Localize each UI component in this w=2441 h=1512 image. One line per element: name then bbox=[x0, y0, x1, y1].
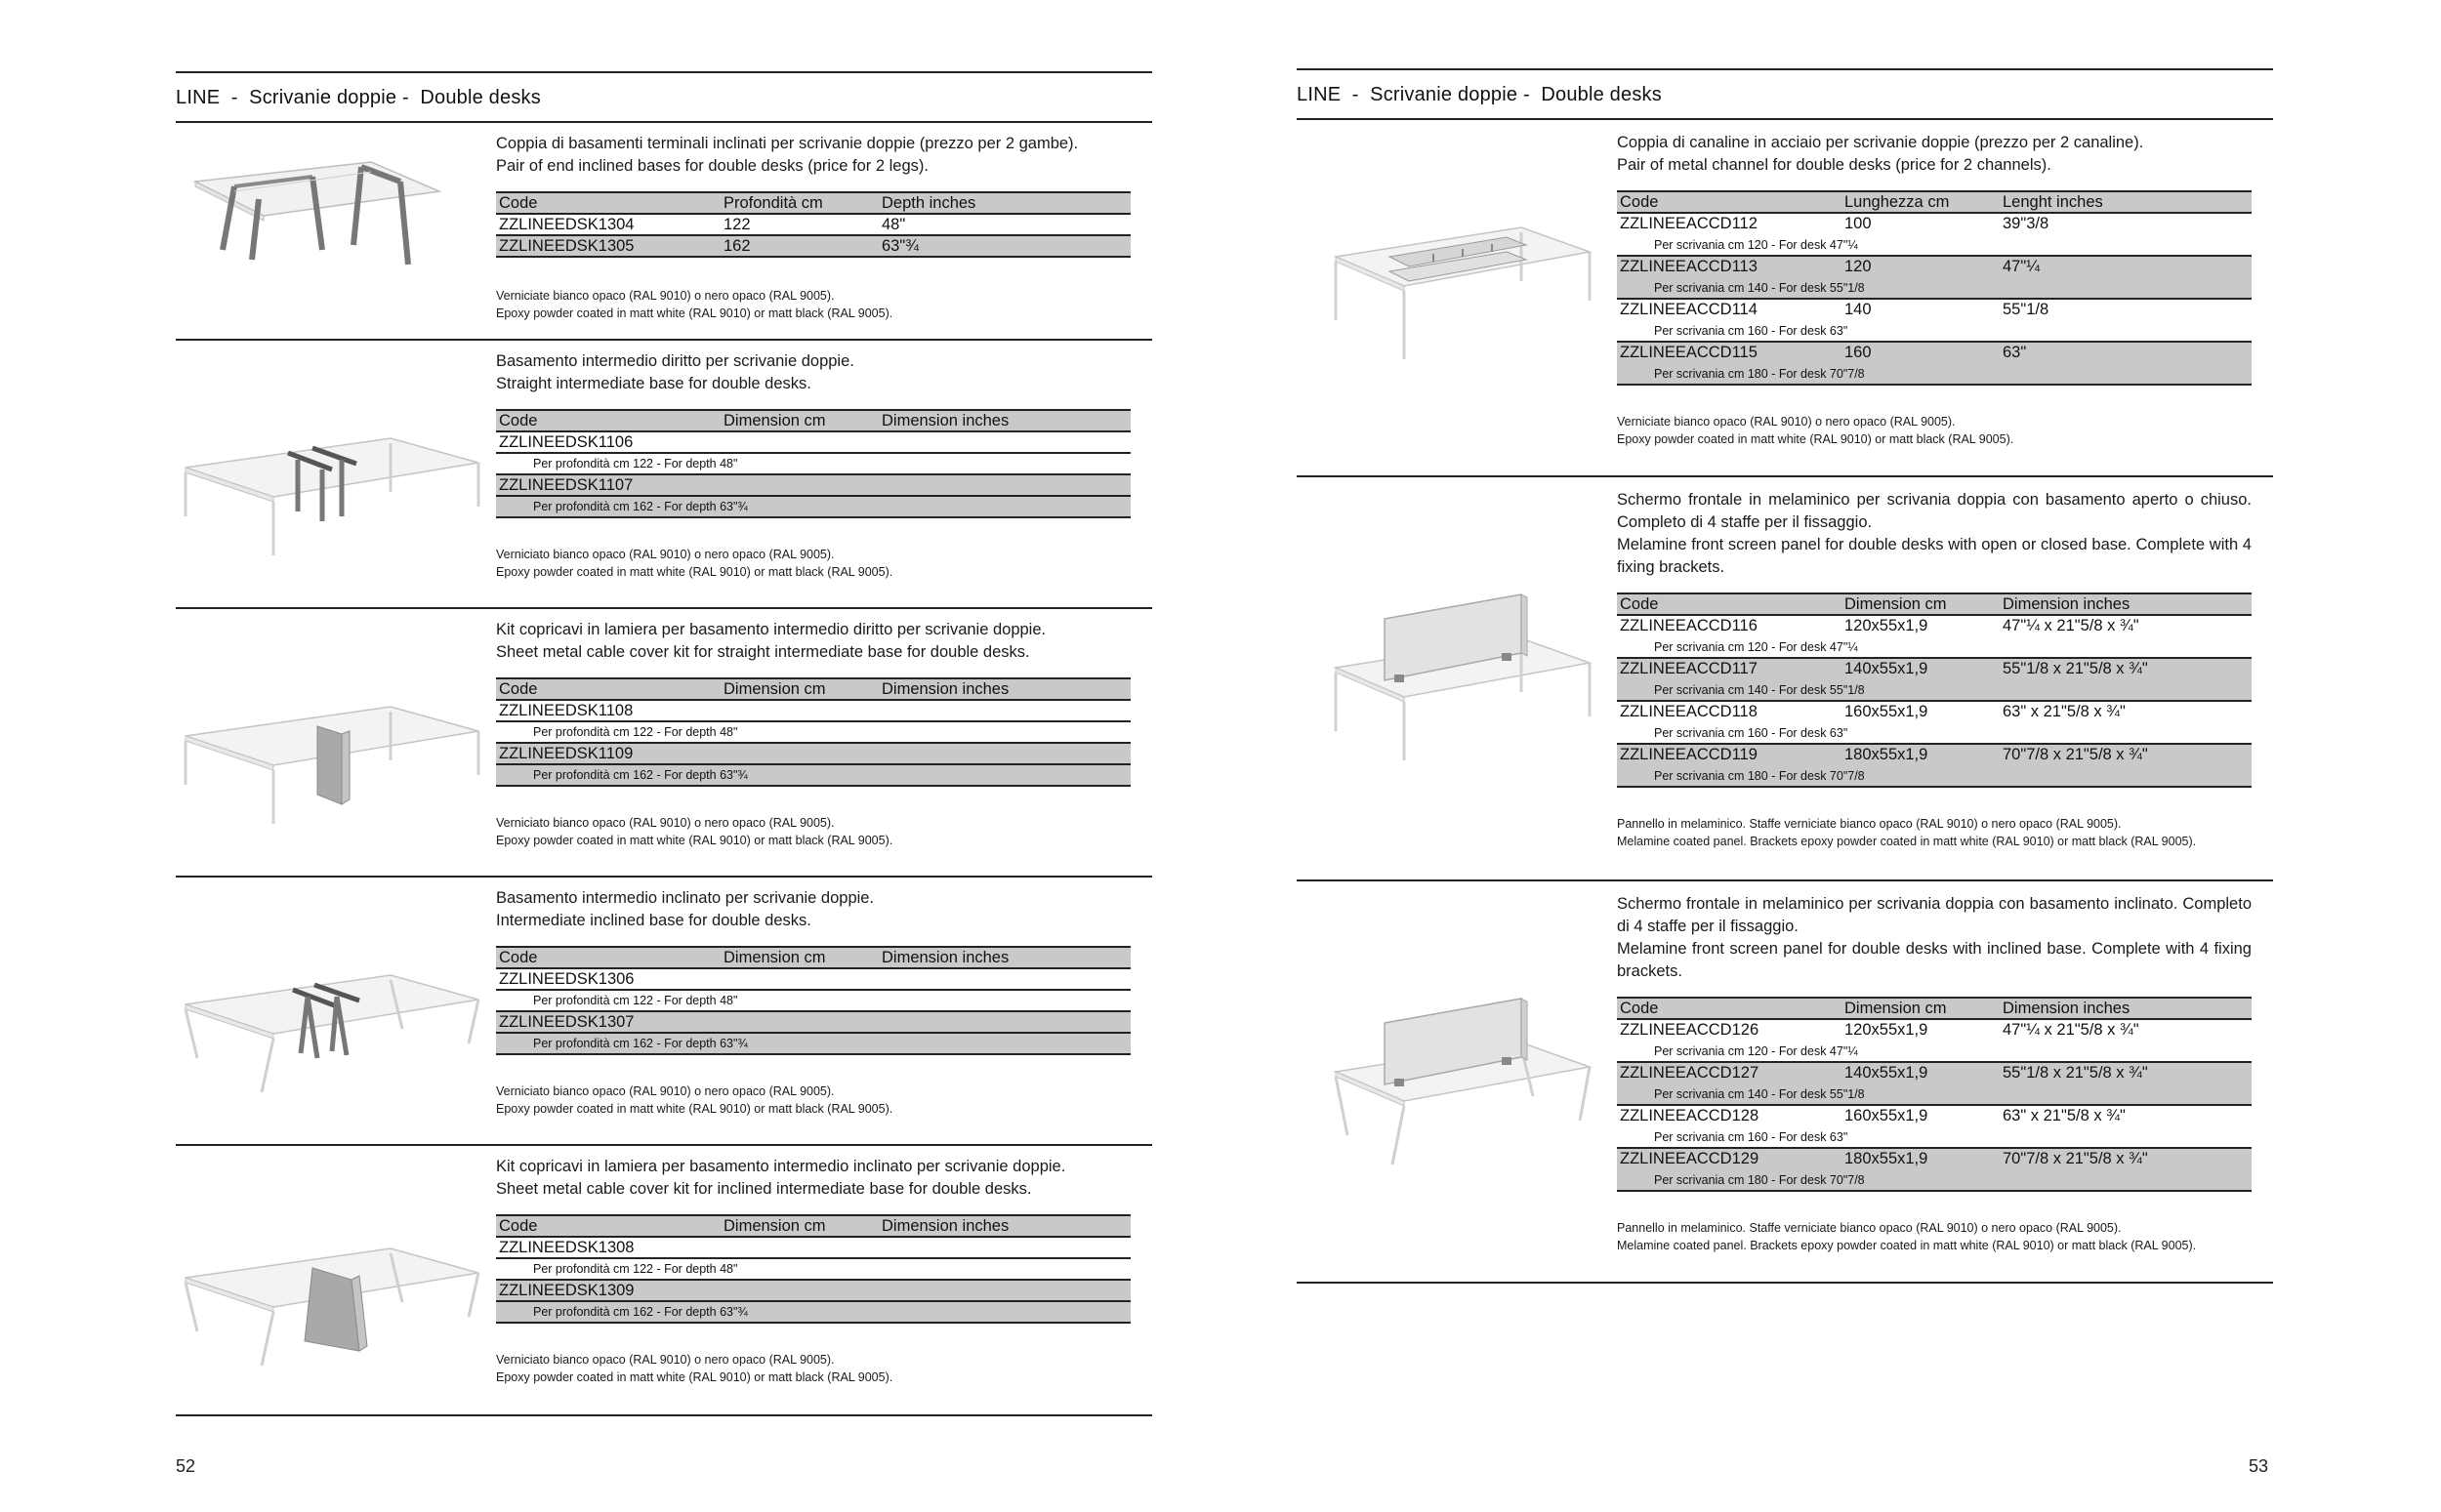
table-row bbox=[496, 968, 1131, 990]
product-code: ZZLINEEDSK1304 bbox=[496, 214, 721, 235]
table-row bbox=[496, 431, 1131, 453]
product-section bbox=[176, 123, 1152, 341]
table-subrow: Per profondità cm 162 - For depth 63"¾ bbox=[496, 496, 1131, 517]
product-code: ZZLINEEDSK1309 bbox=[496, 1280, 1131, 1301]
page-number: 53 bbox=[2249, 1456, 2269, 1476]
table-subrow: Per profondità cm 162 - For depth 63"¾ bbox=[496, 1033, 1131, 1054]
table-subrow: Per scrivania cm 120 - For desk 47"¼ bbox=[1617, 234, 2252, 256]
product-illustration bbox=[1297, 989, 1619, 1174]
product-illustration bbox=[176, 668, 498, 834]
product-code: ZZLINEEACCD128 bbox=[1620, 1107, 1759, 1124]
table-row: ZZLINEEACCD126 120x55x1,9 47"¼ x 21"5/8 x ¾" bbox=[1617, 1019, 2252, 1041]
product-illustration bbox=[1297, 198, 1619, 374]
table-row: ZZLINEEACCD112 100 39"3/8 bbox=[1617, 213, 2252, 234]
table-subrow: Per scrivania cm 160 - For desk 63" bbox=[1617, 320, 2252, 342]
table-subrow: Per scrivania cm 180 - For desk 70"7/8 bbox=[1617, 363, 2252, 385]
finish-note: Verniciato bianco opaco (RAL 9010) o nero opaco (RAL 9005). Epoxy powder coated in matt white (RAL 9010) or matt black (RAL 9005). bbox=[496, 548, 893, 579]
table-row: ZZLINEEACCD129 180x55x1,9 70"7/8 x 21"5/8 x ¾" bbox=[1617, 1148, 2252, 1169]
table-header: Code Dimension cm Dimension inches bbox=[1617, 998, 2252, 1019]
table-subrow: Per profondità cm 122 - For depth 48" bbox=[496, 990, 1131, 1011]
product-code: ZZLINEEACCD112 bbox=[1620, 215, 1758, 232]
table-row bbox=[496, 1280, 1131, 1301]
table-subrow: Per profondità cm 162 - For depth 63"¾ bbox=[496, 764, 1131, 786]
header-rule-top bbox=[1297, 68, 2273, 70]
product-code: ZZLINEEDSK1308 bbox=[496, 1237, 1131, 1258]
product-section bbox=[1297, 881, 2273, 1284]
page-number: 52 bbox=[176, 1456, 196, 1476]
product-description: Basamento intermedio diritto per scrivanie doppie. Straight intermediate base for double desks. bbox=[496, 352, 854, 392]
product-code: ZZLINEEACCD118 bbox=[1620, 703, 1758, 720]
product-code: ZZLINEEDSK1307 bbox=[496, 1011, 1131, 1033]
table-row bbox=[496, 1011, 1131, 1033]
product-code: ZZLINEEDSK1109 bbox=[496, 743, 1131, 764]
header-rule-top bbox=[176, 71, 1152, 73]
table-header: Code Profondità cm Depth inches bbox=[496, 192, 1131, 214]
table-subrow: Per profondità cm 122 - For depth 48" bbox=[496, 453, 1131, 474]
table-subrow: Per scrivania cm 120 - For desk 47"¼ bbox=[1617, 1041, 2252, 1062]
product-section bbox=[176, 1146, 1152, 1416]
table-row: ZZLINEEACCD128 160x55x1,9 63" x 21"5/8 x ¾" bbox=[1617, 1105, 2252, 1126]
product-code: ZZLINEEACCD126 bbox=[1620, 1021, 1759, 1039]
spec-table bbox=[496, 946, 1131, 1055]
product-description: Coppia di basamenti terminali inclinati per scrivanie doppie (prezzo per 2 gambe). Pair of end inclined bases for double desks (price for 2 legs). bbox=[496, 135, 1079, 175]
product-section bbox=[1297, 120, 2273, 477]
product-code: ZZLINEEDSK1305 bbox=[496, 235, 721, 257]
spec-table bbox=[496, 409, 1131, 518]
product-illustration bbox=[176, 1209, 498, 1375]
table-header: Code Dimension cm Dimension inches bbox=[496, 678, 1131, 700]
left-page bbox=[0, 0, 1220, 1512]
spec-table bbox=[496, 1214, 1131, 1324]
product-code: ZZLINEEACCD113 bbox=[1617, 256, 1841, 277]
product-illustration bbox=[176, 936, 498, 1102]
spec-table bbox=[496, 677, 1131, 787]
product-description: Basamento intermedio inclinato per scrivanie doppie. Intermediate inclined base for double desks. bbox=[496, 889, 875, 929]
table-row bbox=[496, 743, 1131, 764]
product-code: ZZLINEEDSK1306 bbox=[496, 968, 1131, 990]
table-subrow: Per profondità cm 122 - For depth 48" bbox=[496, 1258, 1131, 1280]
finish-note: Verniciate bianco opaco (RAL 9010) o nero opaco (RAL 9005). Epoxy powder coated in matt white (RAL 9010) or matt black (RAL 9005). bbox=[496, 289, 893, 320]
table-row: ZZLINEEACCD115 160 63" bbox=[1617, 342, 2252, 363]
finish-note: Verniciato bianco opaco (RAL 9010) o nero opaco (RAL 9005). Epoxy powder coated in matt white (RAL 9010) or matt black (RAL 9005). bbox=[496, 816, 893, 847]
table-row: ZZLINEEACCD114 140 55"1/8 bbox=[1617, 299, 2252, 320]
product-illustration bbox=[176, 143, 498, 318]
table-header: Code Dimension cm Dimension inches bbox=[496, 947, 1131, 968]
product-code: ZZLINEEDSK1107 bbox=[496, 474, 1131, 496]
finish-note: Pannello in melaminico. Staffe verniciate bianco opaco (RAL 9010) o nero opaco (RAL 9005). Melamine coated panel. Brackets epoxy powder coated in matt white (RAL 9010) or matt black (RAL 9005). bbox=[1617, 1221, 2197, 1252]
table-subrow: Per scrivania cm 140 - For desk 55"1/8 bbox=[1617, 679, 2252, 701]
product-code: ZZLINEEDSK1106 bbox=[496, 431, 1131, 453]
product-code: ZZLINEEACCD114 bbox=[1620, 301, 1758, 318]
product-section bbox=[176, 609, 1152, 878]
table-subrow: Per scrivania cm 180 - For desk 70"7/8 bbox=[1617, 1169, 2252, 1191]
page-title: LINE - Scrivanie doppie - Double desks bbox=[176, 87, 541, 108]
right-page bbox=[1220, 0, 2441, 1512]
product-description: Kit copricavi in lamiera per basamento intermedio inclinato per scrivanie doppie. Sheet metal cable cover kit for inclined intermediate base for double desks. bbox=[496, 1158, 1066, 1198]
product-code: ZZLINEEACCD129 bbox=[1617, 1148, 1841, 1169]
spec-table bbox=[1617, 997, 2252, 1192]
spec-table bbox=[1617, 190, 2252, 386]
product-code: ZZLINEEACCD119 bbox=[1617, 744, 1841, 765]
table-row: ZZLINEEACCD119 180x55x1,9 70"7/8 x 21"5/8 x ¾" bbox=[1617, 744, 2252, 765]
product-code: ZZLINEEDSK1108 bbox=[496, 700, 1131, 721]
table-row bbox=[496, 700, 1131, 721]
table-row bbox=[496, 474, 1131, 496]
table-row bbox=[496, 1237, 1131, 1258]
product-code: ZZLINEEACCD115 bbox=[1617, 342, 1841, 363]
product-description: Schermo frontale in melaminico per scrivania doppia con basamento aperto o chiuso. Completo di 4 staffe per il fissaggio. Melamine front screen panel for double desks with open or closed base. Complete with 4 fixing brackets. bbox=[1617, 491, 2252, 576]
product-code: ZZLINEEACCD117 bbox=[1617, 658, 1841, 679]
table-row: ZZLINEEDSK1304 122 48" bbox=[496, 214, 1131, 235]
finish-note: Verniciato bianco opaco (RAL 9010) o nero opaco (RAL 9005). Epoxy powder coated in matt white (RAL 9010) or matt black (RAL 9005). bbox=[496, 1353, 893, 1384]
product-code: ZZLINEEACCD127 bbox=[1617, 1062, 1841, 1083]
table-row: ZZLINEEACCD117 140x55x1,9 55"1/8 x 21"5/8 x ¾" bbox=[1617, 658, 2252, 679]
table-row: ZZLINEEACCD118 160x55x1,9 63" x 21"5/8 x ¾" bbox=[1617, 701, 2252, 722]
product-section bbox=[176, 341, 1152, 609]
product-illustration bbox=[176, 399, 498, 565]
product-description: Coppia di canaline in acciaio per scrivanie doppie (prezzo per 2 canaline). Pair of metal channel for double desks (price for 2 channels). bbox=[1617, 134, 2144, 174]
table-header: Code Lunghezza cm Lenght inches bbox=[1617, 191, 2252, 213]
spec-table bbox=[496, 191, 1131, 258]
product-description: Kit copricavi in lamiera per basamento intermedio diritto per scrivanie doppie. Sheet metal cable cover kit for straight intermediate base for double desks. bbox=[496, 621, 1047, 661]
table-subrow: Per scrivania cm 140 - For desk 55"1/8 bbox=[1617, 277, 2252, 299]
table-subrow: Per profondità cm 162 - For depth 63"¾ bbox=[496, 1301, 1131, 1323]
product-description: Schermo frontale in melaminico per scrivania doppia con basamento inclinato. Completo di 4 staffe per il fissaggio. Melamine front screen panel for double desks with inclined base. Complete with 4 fixing brackets. bbox=[1617, 895, 2252, 980]
finish-note: Pannello in melaminico. Staffe verniciate bianco opaco (RAL 9010) o nero opaco (RAL 9005). Melamine coated panel. Brackets epoxy powder coated in matt white (RAL 9010) or matt black (RAL 9005). bbox=[1617, 817, 2197, 848]
table-subrow: Per scrivania cm 160 - For desk 63" bbox=[1617, 1126, 2252, 1148]
product-code: ZZLINEEACCD116 bbox=[1620, 617, 1758, 634]
spec-table bbox=[1617, 593, 2252, 788]
table-subrow: Per profondità cm 122 - For depth 48" bbox=[496, 721, 1131, 743]
table-row: ZZLINEEACCD113 120 47"¼ bbox=[1617, 256, 2252, 277]
product-section bbox=[1297, 477, 2273, 881]
table-row: ZZLINEEACCD127 140x55x1,9 55"1/8 x 21"5/8 x ¾" bbox=[1617, 1062, 2252, 1083]
table-header: Code Dimension cm Dimension inches bbox=[496, 1215, 1131, 1237]
table-subrow: Per scrivania cm 120 - For desk 47"¼ bbox=[1617, 636, 2252, 658]
table-subrow: Per scrivania cm 140 - For desk 55"1/8 bbox=[1617, 1083, 2252, 1105]
finish-note: Verniciato bianco opaco (RAL 9010) o nero opaco (RAL 9005). Epoxy powder coated in matt white (RAL 9010) or matt black (RAL 9005). bbox=[496, 1084, 893, 1116]
table-header: Code Dimension cm Dimension inches bbox=[496, 410, 1131, 431]
page-title: LINE - Scrivanie doppie - Double desks bbox=[1297, 84, 1662, 105]
finish-note: Verniciate bianco opaco (RAL 9010) o nero opaco (RAL 9005). Epoxy powder coated in matt white (RAL 9010) or matt black (RAL 9005). bbox=[1617, 415, 2014, 446]
table-subrow: Per scrivania cm 160 - For desk 63" bbox=[1617, 722, 2252, 744]
table-header: Code Dimension cm Dimension inches bbox=[1617, 593, 2252, 615]
table-subrow: Per scrivania cm 180 - For desk 70"7/8 bbox=[1617, 765, 2252, 787]
product-section bbox=[176, 878, 1152, 1146]
table-row: ZZLINEEACCD116 120x55x1,9 47"¼ x 21"5/8 x ¾" bbox=[1617, 615, 2252, 636]
product-illustration bbox=[1297, 585, 1619, 770]
table-row: ZZLINEEDSK1305 162 63"¾ bbox=[496, 235, 1131, 257]
